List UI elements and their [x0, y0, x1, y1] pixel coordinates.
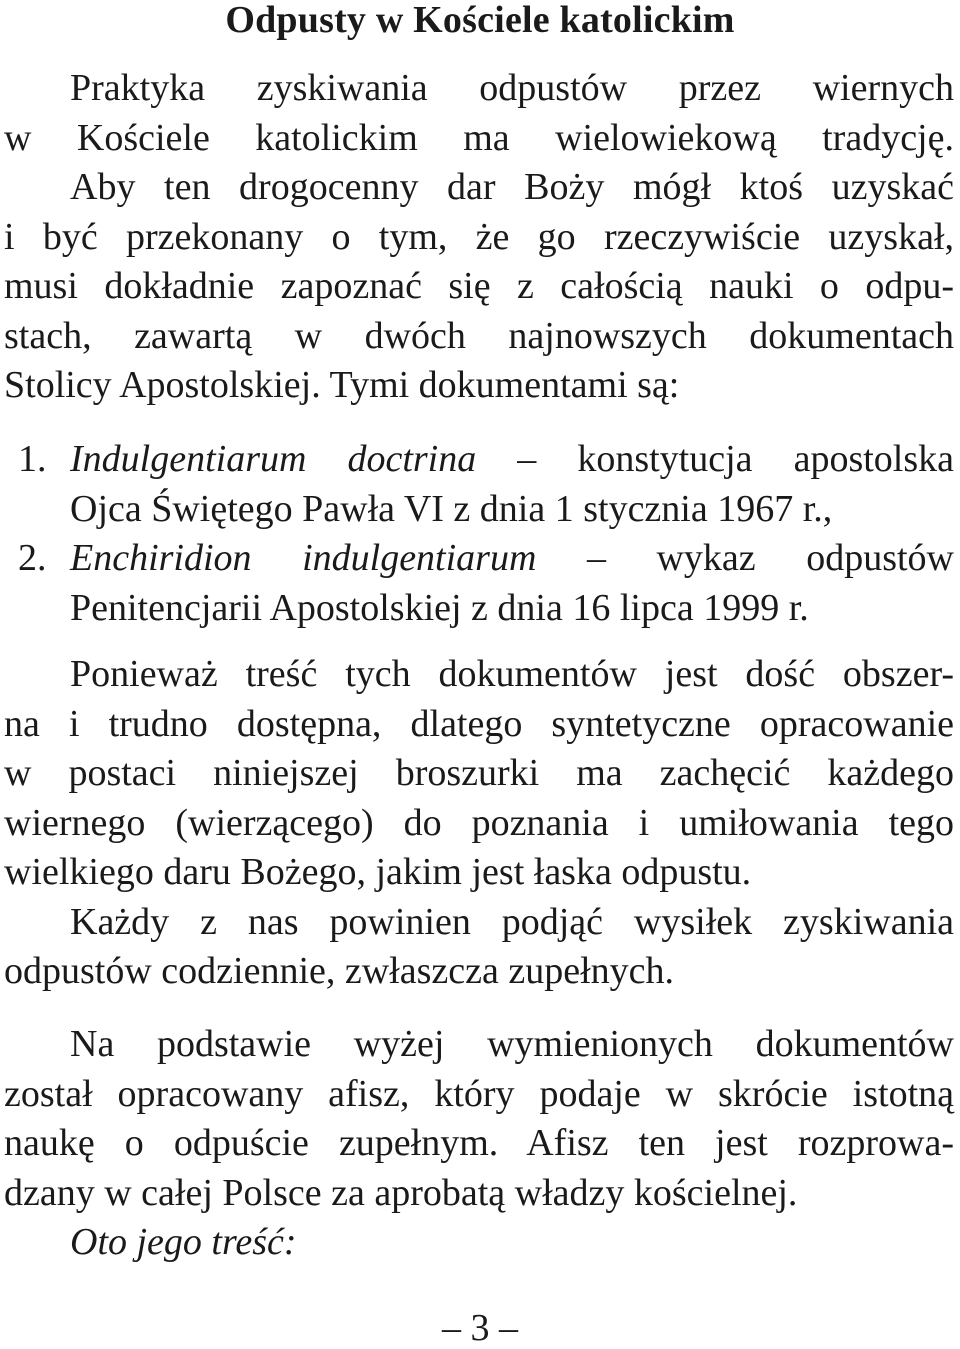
- closing-line: Oto jego treść:: [70, 1221, 297, 1263]
- paragraph-line: naukę o odpuście zupełnym. Afisz ten jest rozprowa-: [4, 1122, 954, 1164]
- list-item-desc: – wykaz odpustów: [536, 537, 954, 579]
- paragraph-line: Ponieważ treść tych dokumentów jest dość obszer-: [70, 653, 954, 695]
- paragraph-line: stach, zawartą w dwóch najnowszych dokumentach: [4, 314, 954, 357]
- list-number: 2.: [18, 537, 47, 579]
- document-title: Enchiridion indulgentiarum: [70, 537, 537, 579]
- paragraph-reason: [4, 650, 954, 997]
- document-title: Indulgentiarum doctrina: [70, 438, 477, 480]
- paragraph-intro: [4, 64, 954, 411]
- page-title: Odpusty w Kościele katolickim: [225, 0, 735, 41]
- paragraph-line: w Kościele katolickim ma wielowiekową tradycję.: [4, 116, 954, 159]
- paragraph-line: został opracowany afisz, który podaje w skrócie istotną: [4, 1072, 954, 1115]
- paragraph-line: Stolicy Apostolskiej. Tymi dokumentami są:: [4, 364, 680, 406]
- paragraph-line: Na podstawie wyżej wymienionych dokumentów: [70, 1023, 954, 1065]
- paragraph-line: dzany w całej Polsce za aprobatą władzy kościelnej.: [4, 1171, 798, 1214]
- paragraph-line: wielkiego daru Bożego, jakim jest łaska odpustu.: [4, 851, 752, 893]
- paragraph-line: w postaci niniejszej broszurki ma zachęcić każdego: [4, 752, 954, 794]
- paragraph-line: Aby ten drogocenny dar Boży mógł ktoś uzyskać: [70, 166, 954, 208]
- paragraph-line: Praktyka zyskiwania odpustów przez wiernych: [70, 67, 954, 109]
- list-item: [4, 534, 954, 633]
- paragraph-line: wiernego (wierzącego) do poznania i umiłowania tego: [4, 801, 954, 844]
- list-number: 1.: [18, 438, 47, 480]
- page-number: – 3 –: [442, 1307, 518, 1349]
- paragraph-line: Każdy z nas powinien podjąć wysiłek zyskiwania: [70, 900, 954, 943]
- list-item-desc-cont: Ojca Świętego Pawła VI z dnia 1 stycznia 1967 r.,: [70, 487, 833, 530]
- list-item: [4, 435, 954, 534]
- paragraph-line: na i trudno dostępna, dlatego syntetyczne opracowanie: [4, 702, 954, 745]
- paragraph-poster: [4, 1020, 954, 1268]
- list-item-desc: – konstytucja apostolska: [476, 438, 954, 480]
- paragraph-line: i być przekonany o tym, że go rzeczywiście uzyskał,: [4, 215, 954, 258]
- paragraph-line: musi dokładnie zapoznać się z całością nauki o odpu-: [4, 265, 954, 307]
- list-item-desc-cont: Penitencjarii Apostolskiej z dnia 16 lipca 1999 r.: [70, 586, 809, 629]
- paragraph-line: odpustów codziennie, zwłaszcza zupełnych.: [4, 950, 675, 992]
- document-list: [4, 435, 954, 633]
